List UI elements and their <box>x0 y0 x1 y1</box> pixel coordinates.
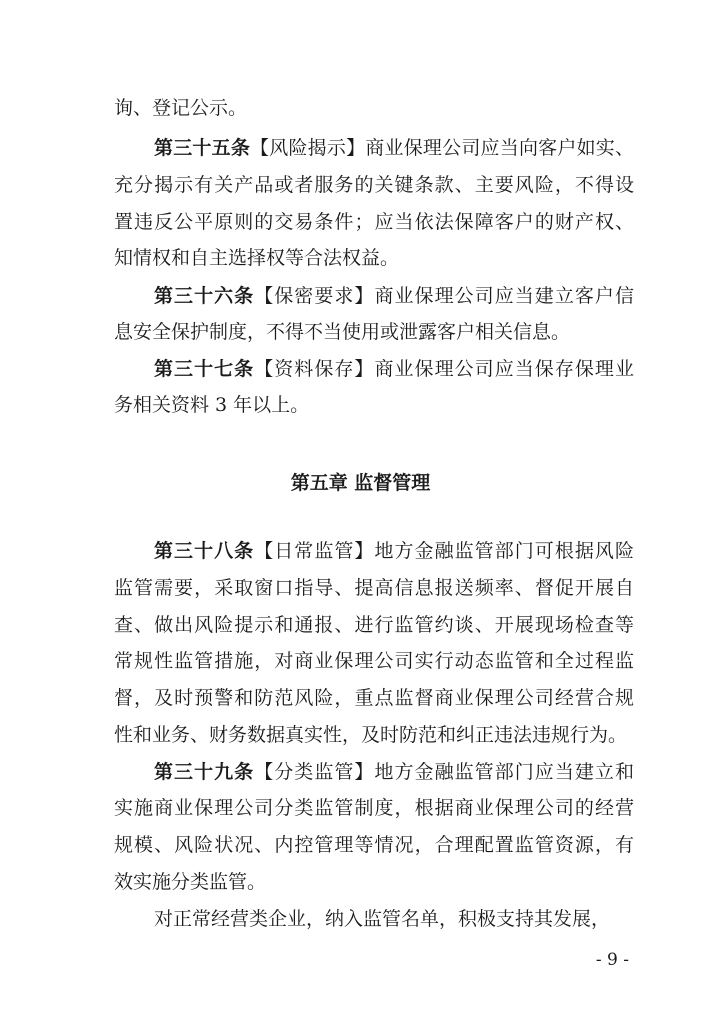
article-36-line: 第三十六条【保密要求】商业保理公司应当建立客户信 <box>154 285 634 307</box>
article-35-line: 第三十五条【风险揭示】商业保理公司应当向客户如实、 <box>154 137 634 159</box>
text-line: 监管需要，采取窗口指导、提高信息报送频率、督促开展自 <box>114 577 634 599</box>
text-line: 规模、风险状况、内控管理等情况，合理配置监管资源，有 <box>114 834 634 856</box>
text-line: 息安全保护制度，不得不当使用或泄露客户相关信息。 <box>114 321 571 343</box>
article-number: 第三十六条 <box>154 285 255 307</box>
text-line: 置违反公平原则的交易条件；应当依法保障客户的财产权、 <box>114 211 634 233</box>
text-line: 常规性监管措施，对商业保理公司实行动态监管和全过程监 <box>114 650 634 672</box>
article-number: 第三十七条 <box>154 358 255 380</box>
article-39-line: 第三十九条【分类监管】地方金融监管部门应当建立和 <box>154 761 634 783</box>
article-37-line: 第三十七条【资料保存】商业保理公司应当保存保理业 <box>154 358 634 380</box>
text-line: 性和业务、财务数据真实性，及时防范和纠正违法违规行为。 <box>114 724 628 746</box>
text-line: 知情权和自主选择权等合法权益。 <box>114 247 400 269</box>
text-line: 务相关资料 3 年以上。 <box>114 394 310 416</box>
text-line: 询、登记公示。 <box>114 97 248 119</box>
text-line: 实施商业保理公司分类监管制度，根据商业保理公司的经营 <box>114 797 634 819</box>
article-38-line: 第三十八条【日常监管】地方金融监管部门可根据风险 <box>154 540 634 562</box>
text-line: 督，及时预警和防范风险，重点监督商业保理公司经营合规 <box>114 687 634 709</box>
article-number: 第三十九条 <box>154 761 255 783</box>
text-line: 效实施分类监管。 <box>114 871 267 893</box>
article-number: 第三十八条 <box>154 540 255 562</box>
chapter-heading: 第五章 监督管理 <box>290 472 431 494</box>
article-number: 第三十五条 <box>154 137 251 159</box>
page-number: - 9 - <box>595 950 629 970</box>
text-line: 查、做出风险提示和通报、进行监管约谈、开展现场检查等 <box>114 614 634 636</box>
text-line: 对正常经营类企业，纳入监管名单，积极支持其发展， <box>154 908 611 930</box>
text-line: 充分揭示有关产品或者服务的关键条款、主要风险，不得设 <box>114 174 634 196</box>
